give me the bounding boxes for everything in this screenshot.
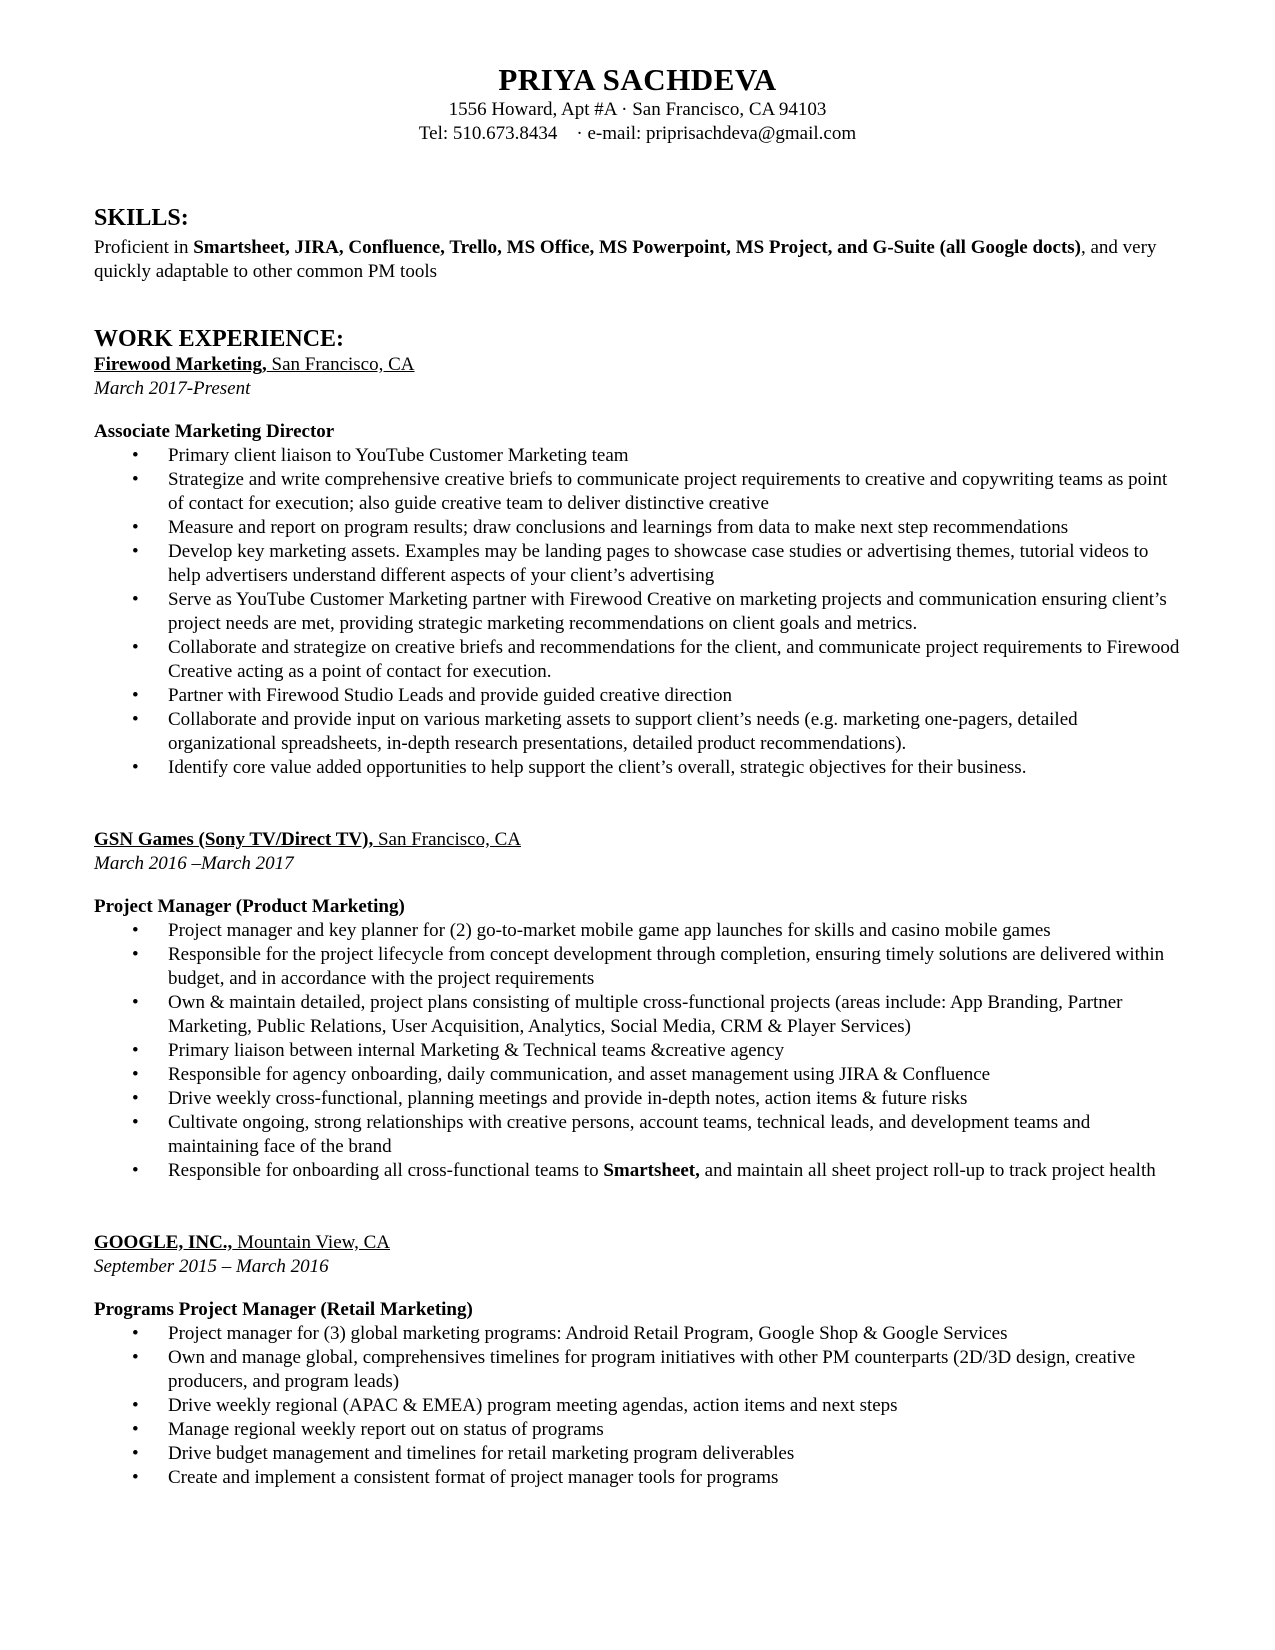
bullet-item: • Manage regional weekly report out on status of programs [94,1418,1185,1442]
job-dates: March 2016 –March 2017 [94,853,294,874]
company-line [94,353,1185,377]
company-location: Mountain View, CA [232,1232,391,1253]
bullet-item: • Strategize and write comprehensive creative briefs to communicate project requirements to creative and copywriting teams as point of contact for execution; also guide creative team to deliver distinctive creative [94,468,1185,516]
job-bullets [94,919,1185,1183]
bullet-item: • Own and manage global, comprehensives timelines for program initiatives with other PM counterparts (2D/3D design, creative producers, and program leads) [94,1346,1185,1394]
bullet-suffix: and maintain all sheet project roll-up to track project health [699,1160,1156,1181]
bullet-item: • Primary client liaison to YouTube Customer Marketing team [94,444,1185,468]
company-location: San Francisco, CA [373,829,521,850]
job-dates: September 2015 – March 2016 [94,1256,329,1277]
bullet-item: • Partner with Firewood Studio Leads and provide guided creative direction [94,684,1185,708]
job-role: Project Manager (Product Marketing) [94,896,405,917]
bullet-item: • Develop key marketing assets. Examples may be landing pages to showcase case studies or advertising themes, tutorial videos to help advertisers understand different aspects of your client’s advertising [94,540,1185,588]
bullet-item: • Collaborate and strategize on creative briefs and recommendations for the client, and communicate project requirements to Firewood Creative acting as a point of contact for execution. [94,636,1185,684]
job-role: Associate Marketing Director [94,421,335,442]
bullet-item: • Collaborate and provide input on various marketing assets to support client’s needs (e.g. marketing one-pagers, detailed organizational spreadsheets, in-depth research presentations, detailed product recommendations). [94,708,1185,756]
candidate-name: PRIYA SACHDEVA [498,62,777,97]
bullet-item: • Primary liaison between internal Marketing & Technical teams &creative agency [94,1039,1185,1063]
bullet-item: • Cultivate ongoing, strong relationships with creative persons, account teams, technical leads, and development teams and maintaining face of the brand [94,1111,1185,1159]
bullet-item [94,1159,1185,1183]
company-line [94,828,1185,852]
job-bullets [94,444,1185,780]
job-role: Programs Project Manager (Retail Marketing) [94,1299,473,1320]
bullet-item: • Serve as YouTube Customer Marketing partner with Firewood Creative on marketing projects and communication ensuring client’s project needs are met, providing strategic marketing recommendations on client goals and metrics. [94,588,1185,636]
bullet-item: • Responsible for the project lifecycle from concept development through completion, ensuring timely solutions are delivered within budget, and in accordance with the project requirements [94,943,1185,991]
job-dates: March 2017-Present [94,378,251,399]
company-line [94,1231,1185,1255]
work-experience-heading: WORK EXPERIENCE: [94,326,345,352]
skills-text [94,236,1185,284]
bullet-item: • Own & maintain detailed, project plans consisting of multiple cross-functional projects (areas include: App Branding, Partner Marketing, Public Relations, User Acquisition, Analytics, Social Media, CRM & Player Services) [94,991,1185,1039]
resume-body [94,204,1185,1490]
company-name: Firewood Marketing, [94,354,267,375]
bullet-bold: Smartsheet, [603,1160,700,1181]
job-gsn-games [94,828,1185,1183]
bullet-item: • Measure and report on program results; draw conclusions and learnings from data to make next step recommendations [94,516,1185,540]
company-location: San Francisco, CA [266,354,415,375]
bullet-item: • Project manager and key planner for (2) go-to-market mobile game app launches for skills and casino mobile games [94,919,1185,943]
bullet-item: • Identify core value added opportunities to help support the client’s overall, strategic objectives for their business. [94,756,1185,780]
company-name: GOOGLE, INC., [94,1232,233,1253]
skills-heading: SKILLS: [94,205,189,231]
job-firewood [94,353,1185,780]
company-name: GSN Games (Sony TV/Direct TV), [94,829,374,850]
bullet-item: • Project manager for (3) global marketing programs: Android Retail Program, Google Shop & Google Services [94,1322,1185,1346]
skills-prefix: Proficient in [94,237,194,258]
job-bullets [94,1322,1185,1490]
contact-line: Tel: 510.673.8434 · e-mail: priprisachdeva@gmail.com [418,123,857,144]
bullet-item: • Drive budget management and timelines for retail marketing program deliverables [94,1442,1185,1466]
address-line: 1556 Howard, Apt #A · San Francisco, CA 94103 [448,99,827,120]
bullet-item: • Drive weekly cross-functional, planning meetings and provide in-depth notes, action items & future risks [94,1087,1185,1111]
resume-header [0,0,1275,146]
bullet-item: • Responsible for agency onboarding, daily communication, and asset management using JIRA & Confluence [94,1063,1185,1087]
skills-tools: Smartsheet, JIRA, Confluence, Trello, MS Office, MS Powerpoint, MS Project, and G-Suite (all Google docts) [193,237,1081,258]
bullet-prefix: Responsible for onboarding all cross-functional teams to [168,1160,604,1181]
bullet-item: • Drive weekly regional (APAC & EMEA) program meeting agendas, action items and next steps [94,1394,1185,1418]
skills-suffix: , and very quickly adaptable to other common PM tools [94,237,1157,282]
skills-section [94,204,1185,284]
job-google [94,1231,1185,1490]
work-experience-section [94,325,1185,1490]
bullet-item: • Create and implement a consistent format of project manager tools for programs [94,1466,1185,1490]
